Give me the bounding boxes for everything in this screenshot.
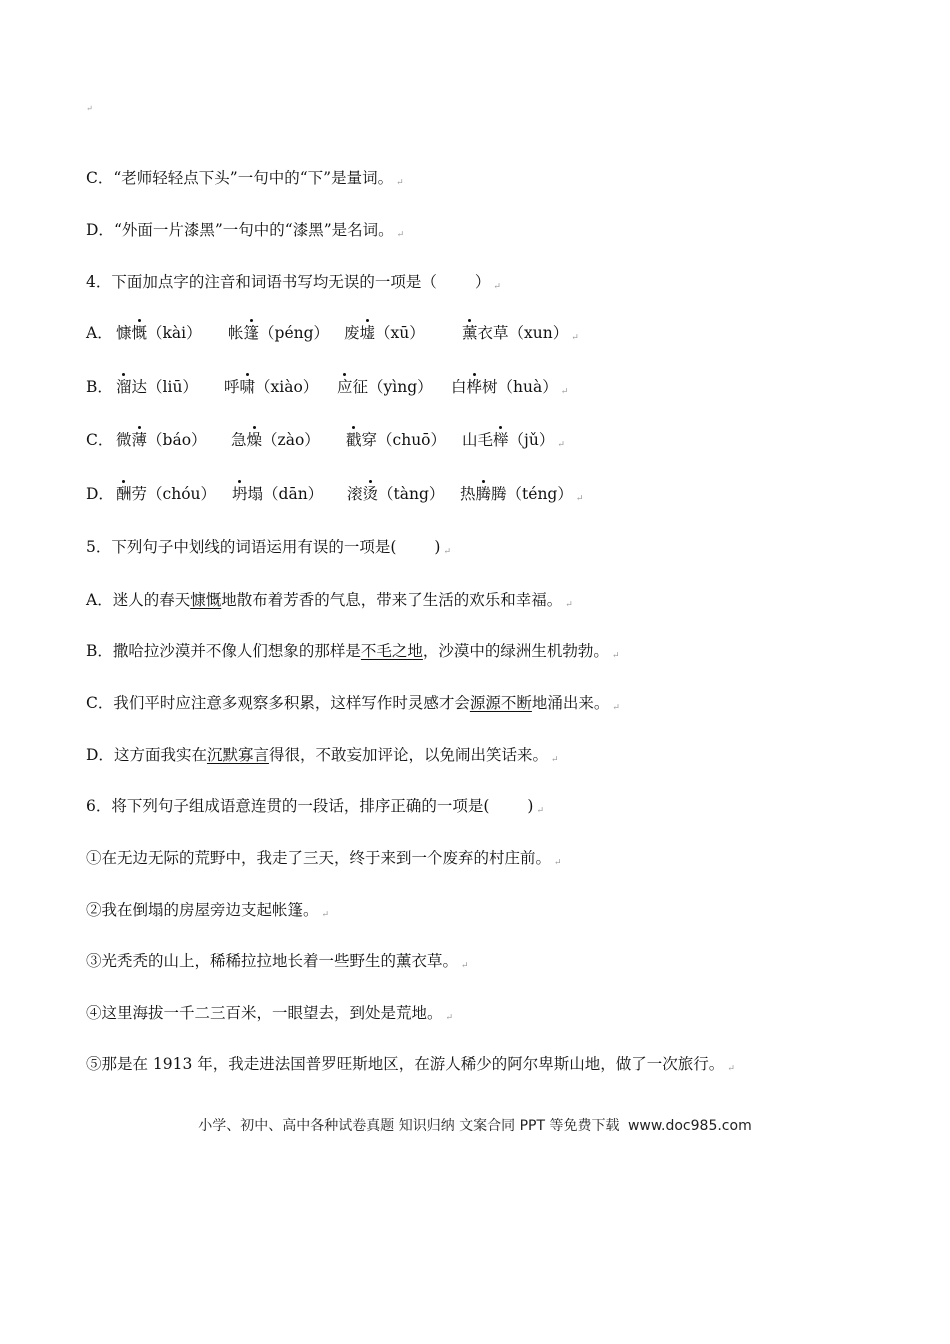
q4-d-item: 滚烫（tàng） [347,485,445,503]
q5-option-c: C．我们平时应注意多观察多积累，这样写作时灵感才会源源不断地涌出来。 ↵ [86,694,620,713]
footer-url[interactable]: www.doc985.com [627,1118,752,1134]
q6-sentence-4: ④这里海拔一千二三百米，一眼望去，到处是荒地。 ↵ [86,1004,454,1023]
footer [0,1115,950,1135]
q6-sentence-2: ②我在倒塌的房屋旁边支起帐篷。 ↵ [86,901,330,920]
q4-b-item: 白桦树（huà） ↵ [451,378,569,397]
underlined-word: 沉默寡言 [206,746,269,764]
q5-option-a: A．迷人的春天慷慨地散布着芳香的气息，带来了生活的欢乐和幸福。 ↵ [86,591,573,610]
underlined-word: 慷慨 [190,591,222,609]
q4-b-item: 溜达（liū） [116,378,198,396]
q4-option-b: B． 溜达（liū） 呼啸（xiào） 应征（yìng） 白桦树（huà） ↵ [86,376,606,398]
q6-sentence-3: ③光秃秃的山上，稀稀拉拉地长着一些野生的薰衣草。 ↵ [86,952,469,971]
q4-option-d: D． 酬劳（chóu） 坍塌（dān） 滚烫（tàng） 热腾腾（téng） ↵ [86,483,606,505]
q4-option-a: A． 慷慨（kài） 帐篷（péng） 废墟（xū） 薰衣草（xun） ↵ [86,322,606,344]
q3-option-c: C．“老师轻轻点下头”一句中的“下”是量词。 ↵ [86,169,404,188]
q4-a-item: 废墟（xū） [344,324,425,342]
q5-option-d: D．这方面我实在沉默寡言得很，不敢妄加评论，以免闹出笑话来。 ↵ [86,746,559,765]
q4-c-item: 急燥（zào） [231,431,320,449]
q4-option-c: C． 微薄（báo） 急燥（zào） 戳穿（chuō） 山毛榉（jǔ） ↵ [86,429,606,451]
q3-option-d: D．“外面一片漆黑”一句中的“漆黑”是名词。 ↵ [86,221,405,240]
q6-sentence-1: ①在无边无际的荒野中，我走了三天，终于来到一个废弃的村庄前。 ↵ [86,849,562,868]
q4-b-item: 呼啸（xiào） [224,378,319,396]
q4-a-item: 薰衣草（xun） ↵ [462,324,579,343]
q4-d-item: 酬劳（chóu） [116,485,217,503]
q4-b-item: 应征（yìng） [337,378,433,396]
q6-stem: 6．将下列句子组成语意连贯的一段话，排序正确的一项是( ) ↵ [86,797,545,816]
q5-option-b: B．撒哈拉沙漠并不像人们想象的那样是不毛之地，沙漠中的绿洲生机勃勃。 ↵ [86,642,620,661]
q4-d-item: 坍塌（dān） [232,485,324,503]
footer-text: 小学、初中、高中各种试卷真题 知识归纳 文案合同 PPT 等免费下载 [198,1118,620,1134]
q5-stem: 5．下列句子中划线的词语运用有误的一项是( ) ↵ [86,538,452,557]
underlined-word: 源源不断 [469,694,532,712]
q4-c-item: 山毛榉（jǔ） ↵ [462,431,565,450]
q4-d-item: 热腾腾（téng） ↵ [460,485,584,504]
underlined-word: 不毛之地 [360,642,423,660]
paragraph-mark: ↵ [86,104,93,113]
q4-a-item: 帐篷（péng） [228,324,330,342]
q4-c-item: 戳穿（chuō） [346,431,447,449]
q4-a-item: 慷慨（kài） [116,324,202,342]
q4-c-item: 微薄（báo） [116,431,207,449]
q6-sentence-5: ⑤那是在 1913 年，我走进法国普罗旺斯地区，在游人稀少的阿尔卑斯山地，做了一次旅行。 ↵ [86,1055,735,1074]
q4-stem: 4．下面加点字的注音和词语书写均无误的一项是（ ） ↵ [86,273,501,292]
